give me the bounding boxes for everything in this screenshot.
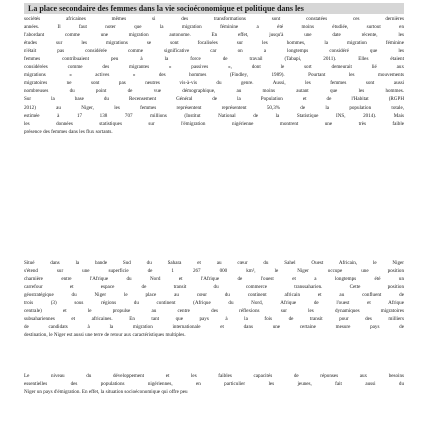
text-line: l'abordant comme une migration autonome. En effet, jusqu'à une date récente, les	[24, 32, 404, 39]
text-line: centrale) et le propulse au centre des réflexions sur les dynamiques migratoires	[24, 308, 404, 315]
paragraph-1	[24, 15, 404, 136]
paragraph-2	[24, 259, 404, 339]
text-line: carrefour et espace de transit du commerce transsaharien. Cette position	[24, 284, 404, 291]
section-heading: La place secondaire des femmes dans la vie socioéconomique et politique dans les	[28, 4, 304, 13]
text-line: nombreuses du point de vue démographique, au moins autant que les hommes.	[24, 88, 404, 95]
text-line: migratoires ne sont pas neutres vis-à-vis du genre. Aussi, les femmes sont aussi	[24, 80, 404, 87]
text-line: migrations « actives » des hommes (Findley, 1989). Pourtant les mouvements	[24, 72, 404, 79]
text-line: de candidats à la migration internationale et dans une certaine mesure pays de	[24, 324, 404, 331]
text-line: géostratégique du Niger le place au cœur du continent africain et au confluent de	[24, 292, 404, 299]
text-line: Niger un pays d'émigration. En effet, la situation socioéconomique qui offre peu	[24, 389, 188, 396]
text-line: Sur la base du Recensement Général de la Population et de l'Habitat (RGPH	[24, 96, 404, 103]
text-line: 2012) au Niger, les femmes représentent représentent 50,3% de la population totale,	[24, 104, 404, 111]
text-line: trois (3) sous régions du continent (Afrique du Nord, Afrique de l'ouest et Afrique	[24, 300, 404, 307]
text-line: présence des femmes dans les flux sortants.	[24, 128, 113, 135]
text-line: années. Il faut noter que la migration féminine a été moins étudiée, surtout en	[24, 24, 404, 31]
text-line: subsahariennes et africaines. En tant que pays à la fois de transit pour des milliers	[24, 316, 404, 323]
text-line: les données statistiques sur l'émigration nigérienne montrent une très faible	[24, 120, 404, 127]
text-line: études sur les migrations se sont focalisées sur les hommes, la migration féminine	[24, 40, 404, 47]
text-line: sociétés africaines mêmes si des transformations sont constatées ces dernières	[24, 16, 404, 22]
text-line: estimée à 17 138 707 millions (Institut National de la Statistique INS, 2014). Mais	[24, 112, 404, 119]
text-line: femmes contribuaient peu à la force de travail (Tabapi, 2011). Elles étaient	[24, 56, 404, 63]
text-line: Le niveau du développement et les faibles capacités de réponses aux besoins	[24, 373, 404, 379]
text-line: s'étend sur une superficie de 1 267 000 km², le Niger occupe une position	[24, 268, 404, 275]
text-line: charnière entre l'Afrique du Nord et l'Afrique de l'ouest et a longtemps été un	[24, 276, 404, 283]
text-line: Situé dans la bande Sud du Sahara et au cœur du Sahel Ouest Africain, le Niger	[24, 260, 404, 266]
text-line: n'était pas considérée comme significative car on a longtemps considéré que les	[24, 48, 404, 55]
text-line: destination, le Niger est aussi une terre de retour aux caractéristiques multiples.	[24, 332, 186, 339]
text-line: considérées comme des migrantes « passives », dont le sort demeurait lié aux	[24, 64, 404, 71]
text-line: essentielles des populations nigériennes, en particulier les jeunes, fait aussi du	[24, 381, 404, 388]
paragraph-3	[24, 372, 404, 396]
